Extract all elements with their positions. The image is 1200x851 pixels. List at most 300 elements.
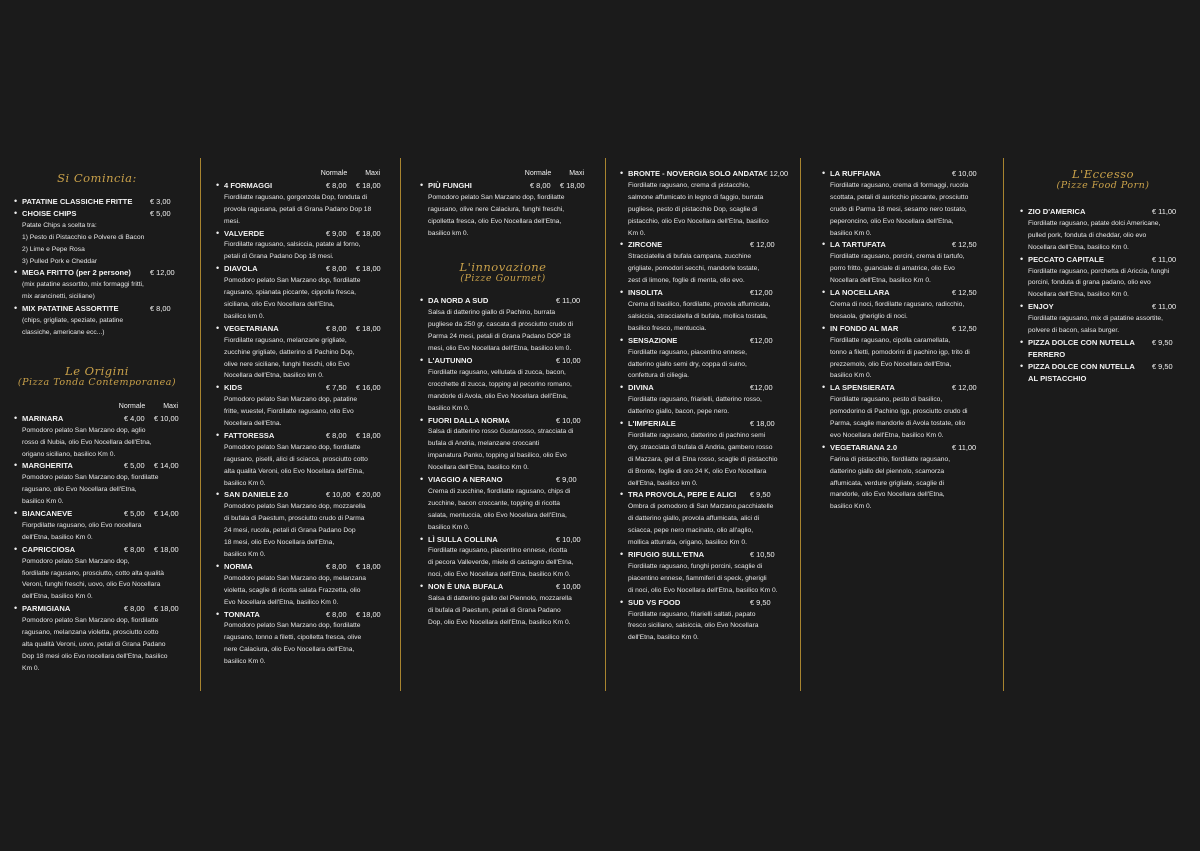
menu-item-name: MARINARA (22, 413, 64, 423)
menu-item-row (620, 168, 789, 180)
menu-item-description: crocchette di zucca, topping al pecorino romano, (428, 380, 572, 388)
menu-item-description: Pomodoro pelato San Marzano dop, melanzana (224, 574, 367, 582)
column-gourmet-3 (822, 168, 986, 513)
price-normal: € 8,00 (124, 544, 145, 554)
menu-item-name: PATATINE CLASSICHE FRITTE (22, 197, 133, 206)
menu-item-description: dell'Etna, basilico km 0. (628, 479, 698, 487)
bullet-icon: • (620, 239, 624, 250)
menu-item-description: rosso di Nubia, olio Evo Nocellara dell'Etna, (22, 438, 152, 446)
menu-item-description: Nocellara dell'Etna, basilico Km 0. (1028, 243, 1129, 251)
bullet-icon: • (216, 489, 220, 500)
menu-item (620, 418, 784, 489)
menu-item-description: zest di limone, foglie di menta, olio evo. (628, 277, 745, 285)
menu-item-row (216, 263, 382, 275)
menu-item-row (1020, 361, 1186, 373)
menu-item-description: dell'Etna, basilico Km 0. (22, 593, 93, 601)
menu-item-description: Fiorpdilatte ragusano, olio Evo nocellara (22, 521, 142, 529)
menu-item (620, 549, 784, 597)
menu-item-description: Veroni, funghi freschi, uovo, olio Evo Nocellara (22, 581, 161, 589)
divider-5 (1003, 158, 1004, 691)
menu-item-row (420, 355, 586, 367)
menu-item-description: Fiordilatte ragusano, crema di pistacchio, (628, 181, 750, 189)
menu-item-row (14, 413, 180, 425)
size-headers (216, 168, 382, 180)
bullet-icon: • (822, 382, 826, 393)
bullet-icon: • (420, 354, 424, 365)
menu-item-description: basilico km 0. (428, 229, 469, 237)
menu-item-row (420, 415, 586, 427)
menu-item-description: datterino giallo del piennolo, scamorza (830, 467, 945, 475)
menu-item-description: datterino giallo semi dry, coppa di suino, (628, 360, 747, 368)
menu-item (14, 603, 180, 674)
le-origini-subtitle: (Pizza Tonda Contemporanea) (17, 376, 177, 388)
starters-list (14, 196, 180, 339)
menu-item-description: Fiordilatte ragusano, salsiccia, patate al forno, (224, 241, 361, 249)
price-normal: € 9,00 (326, 228, 347, 238)
menu-item-description: mollica atturrata, origano, basilico Km 0. (628, 539, 747, 547)
menu-item (620, 335, 784, 383)
menu-item-name: AL PISTACCHIO (1028, 373, 1087, 383)
price-maxi: € 18,00 (356, 264, 381, 274)
menu-item-description: bufala di Andria, melanzane croccanti (428, 440, 540, 448)
menu-item-description: Evo Nocellara dell'Etna, basilico Km 0. (224, 598, 339, 606)
menu-item-description: petali di Grana Padano Dop 18 mesi. (224, 253, 334, 261)
divider-1 (200, 158, 201, 691)
menu-item (1020, 254, 1186, 302)
menu-item-description: bresaola, gheriglio di noci. (830, 312, 908, 320)
menu-item-row (1020, 301, 1186, 313)
menu-item (14, 544, 180, 604)
menu-item-row (822, 168, 986, 180)
menu-item-description: siciliana, olio Evo Nocellara dell'Etna, (224, 300, 335, 308)
menu-item (620, 239, 784, 287)
divider-3 (605, 158, 606, 691)
price-maxi: € 18,00 (356, 180, 381, 190)
menu-item-description: salmone affumicato in legno di faggio, burrata (628, 193, 764, 201)
menu-item-row (420, 474, 586, 486)
bullet-icon: • (1020, 360, 1024, 371)
bullet-icon: • (1020, 253, 1024, 264)
menu-item-name: BIANCANEVE (22, 509, 73, 519)
menu-item-name: MEGA FRITTO (per 2 persone) (22, 268, 131, 278)
menu-item-row (216, 323, 382, 335)
price-normal: € 8,00 (326, 609, 347, 619)
price-maxi: € 18,00 (356, 609, 381, 619)
menu-item-row (822, 287, 986, 299)
price-normal: € 8,00 (326, 180, 347, 190)
menu-item (1020, 301, 1186, 337)
menu-item-name: ENJOY (1028, 302, 1054, 312)
menu-item-name: PIZZA DOLCE CON NUTELLA (1028, 337, 1135, 347)
price-normal: € 18,00 (750, 419, 775, 429)
bullet-icon: • (1020, 206, 1024, 216)
menu-item-description: mesi. (224, 217, 240, 225)
size-headers (14, 401, 180, 413)
bullet-icon: • (620, 287, 624, 298)
menu-item-description: Nocellara dell'Etna, basilico Km 0. (830, 277, 931, 285)
price-maxi: € 18,00 (356, 323, 381, 333)
menu-item-description: Fiordilatte ragusano, friarielli saltati, papato (628, 610, 756, 618)
menu-item-description: Fiordilatte ragusano, datterino di pachino semi (628, 431, 766, 439)
menu-item-description: Ombra di pomodoro di San Marzano,pacchiatelle (628, 503, 774, 511)
menu-item-description: basilico Km 0. (224, 479, 266, 487)
menu-item-description: ragusano, olive nere Calaciura, funghi freschi, (428, 205, 565, 213)
menu-item-row (620, 489, 784, 501)
bullet-icon: • (620, 334, 624, 345)
column-starters-origini (14, 168, 180, 675)
menu-item-description: di datterino giallo, provola affumicata, alici di (628, 515, 760, 523)
menu-item-row (14, 208, 180, 220)
menu-item-name: INSOLITA (628, 288, 663, 298)
menu-item-description: basilico Km 0. (224, 551, 266, 558)
menu-item-description: Pomodoro pelato San Marzano dop, fiordilatte (224, 277, 361, 285)
menu-item (620, 168, 789, 239)
price-normal: € 10,00 (326, 490, 351, 500)
menu-item-name: ZIRCONE (628, 240, 663, 250)
bullet-icon: • (216, 263, 220, 274)
menu-item-description: Dop 18 mesi olio Evo nocellara dell'Etna, basilico (22, 652, 168, 660)
price-normal: € 11,00 (1152, 302, 1177, 312)
menu-item-row (1020, 254, 1186, 266)
menu-item-description: dry, stracciata di bufala di Andria, gambero rosso (628, 443, 773, 451)
menu-item (216, 180, 382, 228)
menu-item-row (620, 549, 784, 561)
price-normal: € 12,00 (763, 169, 789, 178)
price-normal: € 9,50 (1152, 337, 1173, 347)
menu-item-name: SENSAZIONE (628, 335, 678, 345)
price-normal: € 12,50 (952, 288, 977, 298)
menu-item-description: Fiordilatte ragusano, pesto di basilico, (830, 396, 943, 404)
menu-item (14, 508, 180, 544)
menu-item-row (620, 335, 784, 347)
pizza-list (420, 180, 586, 240)
price-maxi: € 18,00 (154, 604, 179, 614)
price-normal: € 10,50 (750, 550, 775, 559)
menu-item-description: scottata, petali di auricchio piccante, prosciutto (830, 193, 969, 201)
menu-item-description: polvere di bacon, salsa burger. (1028, 327, 1120, 335)
gourmet-list (420, 295, 586, 628)
menu-item-description: Fiordilatte ragusano, piacentino ennese, (628, 348, 747, 356)
menu-item-description: evo Nocellara dell'Etna, basilico Km 0. (830, 431, 944, 439)
price-normal: €12,00 (750, 383, 773, 393)
menu-item-description: violetta, scaglie di ricotta salata Frazzetta, olio (224, 586, 361, 594)
menu-item-description: 24 mesi, rucola, petali di Grana Padano Dop (224, 527, 356, 535)
menu-item (14, 208, 180, 268)
menu-item (420, 474, 586, 534)
price-maxi: € 18,00 (356, 228, 381, 238)
price-maxi: € 10,00 (154, 413, 179, 423)
price-normal: € 10,00 (556, 415, 581, 425)
menu-item-description: Nocellara dell'Etna, basilico Km 0. (428, 464, 529, 472)
menu-item-description: crudo di Parma 18 mesi, sesamo nero tostato, (830, 205, 967, 213)
bullet-icon: • (420, 581, 424, 592)
menu-item-row (1020, 206, 1186, 218)
bullet-icon: • (822, 441, 826, 452)
menu-item (822, 382, 986, 442)
price-normal: € 12,00 (952, 383, 977, 393)
section-title-le-origini (14, 365, 180, 389)
header-normale: Normale (320, 170, 348, 177)
origini-list (14, 413, 180, 675)
menu-item (420, 534, 586, 582)
menu-item-description: Farina di pistacchio, fiordilatte ragusano, (830, 455, 951, 463)
menu-item-description: mandorle di Avola, olio Evo Nocellara dell'Etna, (428, 392, 568, 400)
menu-item-description: Pomodoro pelato San Marzano dop, (22, 557, 130, 565)
menu-item (216, 561, 382, 609)
menu-item-row (420, 295, 586, 307)
divider-2 (400, 158, 401, 691)
menu-item-name: L'IMPERIALE (628, 419, 676, 429)
menu-item-description: pugliese, pesto di pistacchio Dop, scaglie di (628, 205, 758, 213)
bullet-icon: • (620, 382, 624, 393)
menu-item-description: salata, mentuccia, olio Evo Nocellara dell'Etna, (428, 511, 567, 519)
price-normal: € 10,00 (556, 582, 581, 592)
menu-item (822, 239, 986, 287)
menu-item (14, 196, 180, 208)
menu-item-description: Fiordilatte ragusano, funghi porcini, scaglie di (628, 562, 763, 570)
menu-item-description: Parma 24 mesi, petali di Grana Padano DOP 18 (428, 333, 571, 341)
price-normal: € 12,50 (952, 323, 977, 333)
menu-item-description: ragusano, olio Evo Nocellara dell'Etna, (22, 486, 137, 494)
bullet-icon: • (1020, 336, 1024, 347)
bullet-icon: • (14, 412, 18, 423)
menu-item-name: PIÙ FUNGHI (428, 180, 472, 190)
price-normal: € 8,00 (150, 304, 171, 314)
menu-item-name: MIX PATATINE ASSORTITE (22, 304, 119, 314)
header-maxi: Maxi (365, 170, 380, 177)
menu-item-description: Stracciatella di bufala campana, zucchine (628, 253, 752, 261)
bullet-icon: • (822, 168, 826, 178)
menu-item-description: sciacca, pepe nero macinato, olio all'aglio, (628, 527, 754, 535)
menu-item-row (822, 239, 986, 251)
menu-item-description: basilico Km 0. (428, 404, 470, 412)
menu-item-row (216, 228, 382, 240)
bullet-icon: • (620, 168, 624, 178)
menu-item-description: affumicata, verdure grigliate, scaglie di (830, 479, 944, 487)
innovazione-title: L'innovazione (459, 260, 547, 275)
menu-item-description: noci, olio Evo Nocellara dell'Etna, basilico Km 0. (428, 571, 571, 579)
menu-item (216, 609, 382, 669)
price-normal: € 12,50 (952, 240, 977, 250)
bullet-icon: • (14, 508, 18, 519)
price-normal: € 12,00 (150, 268, 175, 278)
price-normal: € 8,00 (326, 264, 347, 274)
menu-item-name: FERRERO (1028, 349, 1066, 359)
menu-item-description: di Mazzara, gel di Etna rosso, scaglie di pistacchio (628, 455, 778, 463)
menu-item-description: 3) Pulled Pork e Cheddar (22, 257, 98, 265)
price-normal: € 8,00 (326, 323, 347, 333)
menu-item-description: impanatura Panko, topping al basilico, olio Evo (428, 452, 567, 460)
menu-item-description: porro fritto, guanciale di amatrice, olio Evo (830, 265, 955, 273)
menu-item-name: NORMA (224, 561, 253, 571)
menu-item-row (14, 508, 180, 520)
menu-item (620, 382, 784, 418)
bullet-icon: • (420, 533, 424, 544)
header-maxi: Maxi (163, 402, 178, 410)
menu-item-description: Pomodoro pelato San Marzano dop, aglio (22, 426, 146, 434)
menu-item-description: Patate Chips a scelta tra: (22, 221, 97, 229)
menu-item (420, 581, 586, 629)
menu-item-description: mesi, olio Evo Nocellara dell'Etna, basilico km 0. (428, 345, 572, 353)
menu-item-row (620, 382, 784, 394)
menu-item-description: Pomodoro pelato San Marzano dop, fiordilatte (22, 617, 159, 625)
menu-item-name: RIFUGIO SULL'ETNA (628, 550, 705, 559)
price-normal: € 9,50 (1152, 361, 1173, 371)
eccesso-title: L'Eccesso (1071, 167, 1135, 181)
menu-item (620, 489, 784, 549)
bullet-icon: • (216, 608, 220, 619)
menu-item-description: pulled pork, fonduta di cheddar, olio evo (1028, 231, 1147, 239)
menu-item-description: Nocellara dell'Etna, basilico Km 0. (1028, 291, 1129, 299)
menu-item (216, 228, 382, 264)
price-normal: € 8,00 (124, 604, 145, 614)
le-origini-title: Le Origini (65, 363, 129, 378)
menu-item (420, 295, 586, 355)
price-maxi: € 20,00 (356, 490, 381, 500)
bullet-icon: • (822, 287, 826, 298)
menu-item-name: LA RUFFIANA (830, 169, 881, 178)
menu-item-description: dell'Etna, basilico Km 0. (22, 533, 93, 541)
price-maxi: € 16,00 (356, 383, 381, 393)
menu-item-description: 1) Pesto di Pistacchio e Polvere di Bacon (22, 233, 145, 241)
menu-item-description: provola ragusana, petali di Grana Padano Dop 18 (224, 205, 372, 213)
menu-item-description: Fiordilatte ragusano, porcini, crema di tartufo, (830, 253, 965, 261)
bullet-icon: • (14, 267, 18, 278)
menu-item-name: TRA PROVOLA, PEPE E ALICI (628, 490, 737, 500)
menu-item-row (822, 382, 986, 394)
menu-item-description: alta qualità Veroni, olio Evo Nocellara dell'Etna, (224, 467, 364, 475)
menu-item-row (822, 442, 986, 454)
header-maxi: Maxi (569, 170, 584, 177)
menu-item-name: FATTORESSA (224, 430, 275, 440)
menu-item-description: salsiccia, stracciatella di bufala, mollica tostata, (628, 312, 768, 320)
bullet-icon: • (822, 322, 826, 333)
bullet-icon: • (216, 322, 220, 333)
menu-item-description: Fiordilatte ragusano, cipolla caramellata, (830, 336, 951, 344)
menu-item-name: PARMIGIANA (22, 604, 71, 614)
menu-item (1020, 337, 1186, 361)
menu-item-description: Pomodoro pelato San Marzano dop, mozzarella (224, 503, 366, 511)
menu-item-description: Pomodoro pelato San Marzano dop, fiordilatte (224, 443, 361, 451)
price-normal: € 8,00 (326, 430, 347, 440)
price-normal: € 4,00 (124, 413, 145, 423)
price-normal: € 11,00 (556, 296, 581, 306)
header-normale: Normale (118, 402, 146, 410)
price-normal: € 9,00 (556, 475, 577, 485)
bullet-icon: • (216, 429, 220, 440)
menu-item-description: porcini, fonduta di grana padano, olio evo (1028, 279, 1151, 287)
menu-item-row (216, 430, 382, 442)
menu-item-description: Fiordilatte ragusano, melanzane grigliate, (224, 336, 347, 344)
bullet-icon: • (620, 549, 624, 559)
menu-item-description: Fiordilatte ragusano, mix di patatine assortite, (1028, 315, 1163, 323)
menu-item-name: PIZZA DOLCE CON NUTELLA (1028, 361, 1135, 371)
menu-item-name: DIVINA (628, 383, 654, 393)
menu-item-description: basilico fresco, mentuccia. (628, 324, 707, 332)
menu-item-name: VIAGGIO A NERANO (428, 475, 503, 485)
menu-item-description: alta qualità Veroni, uovo, petali di Grana Padano (22, 641, 166, 648)
price-normal: €12,00 (750, 288, 773, 298)
menu-item-description: Fiordilatte ragusano, crema di formaggi, rucola (830, 181, 969, 189)
menu-item-row (420, 534, 586, 546)
price-normal: € 8,00 (530, 180, 551, 190)
price-maxi: € 18,00 (154, 544, 179, 554)
menu-item-row (420, 581, 586, 593)
bullet-icon: • (216, 382, 220, 393)
menu-item (216, 382, 382, 430)
menu-item-row (216, 609, 382, 621)
menu-item-description: tonno a filetti, pomodorini di pachino igp, trito di (830, 348, 970, 356)
menu-item-name: ZIO D'AMERICA (1028, 207, 1086, 216)
column-gourmet (420, 168, 586, 629)
menu-item (216, 489, 382, 560)
menu-item-description: fiordilatte ragusano, prosciutto, cotto alta qualità (22, 569, 165, 577)
menu-item-description: Parma, scaglie mandorle di Avola tostate, olio (830, 420, 966, 428)
menu-item-row (1020, 349, 1186, 361)
menu-item-description: di noci, olio Evo Nocellara dell'Etna, basilico Km 0. (628, 586, 778, 594)
menu-item-description: Km 0. (628, 229, 646, 237)
price-normal: € 5,00 (150, 208, 171, 218)
menu-item (420, 355, 586, 415)
menu-item-description: Nocellara dell'Etna. (224, 420, 282, 428)
menu-item-row (14, 460, 180, 472)
price-maxi: € 18,00 (356, 430, 381, 440)
bullet-icon: • (14, 303, 18, 314)
menu-item-description: peperoncino, olio Evo Nocellara dell'Etna, (830, 217, 954, 225)
price-normal: € 9,50 (750, 490, 771, 500)
menu-item-description: Pomodoro pelato San Marzano dop, fiordilatte (428, 193, 565, 201)
price-normal: € 12,00 (750, 240, 775, 250)
menu-item-description: Crema di zucchine, fiordilatte ragusano, chips di (428, 487, 571, 495)
bullet-icon: • (14, 543, 18, 554)
menu-item-description: zucchine, bacon croccante, topping di ricotta (428, 499, 560, 507)
menu-item-description: di Bronte, foglie di oro 24 K, olio Evo Nocellara (628, 467, 767, 475)
menu-item (216, 263, 382, 323)
menu-item-description: mix arancinetti, siciliane) (22, 293, 95, 301)
menu-item-description: 2) Lime e Pepe Rosa (22, 245, 85, 253)
pizza-list (216, 180, 382, 668)
menu-item-name: CAPRICCIOSA (22, 544, 76, 554)
size-headers (420, 168, 586, 180)
menu-item-description: ragusano, piselli, alici di sciacca, prosciutto cotto (224, 455, 368, 463)
price-normal: € 10,00 (556, 534, 581, 544)
price-normal: € 7,50 (326, 383, 347, 393)
menu-item-description: prezzemolo, olio Evo Nocellara dell'Etna, (830, 360, 952, 368)
bullet-icon: • (420, 474, 424, 485)
bullet-icon: • (1020, 301, 1024, 312)
price-normal: € 10,00 (952, 169, 977, 178)
menu-item-description: Fiordilatte ragusano, friarielli, datterino rosso, (628, 396, 762, 404)
section-title-innovazione (420, 261, 586, 285)
menu-item-name: MARGHERITA (22, 461, 73, 471)
menu-item-description: di bufala di Paestum, petali di Grana Padano (428, 607, 561, 614)
menu-item-row (620, 418, 784, 430)
menu-item (822, 287, 986, 323)
menu-item-description: Pomodoro pelato San Marzano dop, patatine (224, 396, 358, 404)
menu-item-description: pugliese da 250 gr, cascata di prosciutto crudo di (428, 321, 573, 329)
divider-4 (800, 158, 801, 691)
bullet-icon: • (216, 227, 220, 238)
menu-item-row (216, 489, 382, 501)
menu-item-description: Fiordilatte ragusano, piacentino ennese, ricotta (428, 547, 568, 555)
menu-item-name: LA SPENSIERATA (830, 383, 895, 393)
bullet-icon: • (620, 418, 624, 429)
gourmet-list-2 (620, 168, 789, 644)
menu-item-name: DA NORD A SUD (428, 296, 489, 306)
menu-item (822, 323, 986, 383)
price-normal: € 11,00 (952, 442, 977, 452)
price-normal: € 5,00 (124, 509, 145, 519)
